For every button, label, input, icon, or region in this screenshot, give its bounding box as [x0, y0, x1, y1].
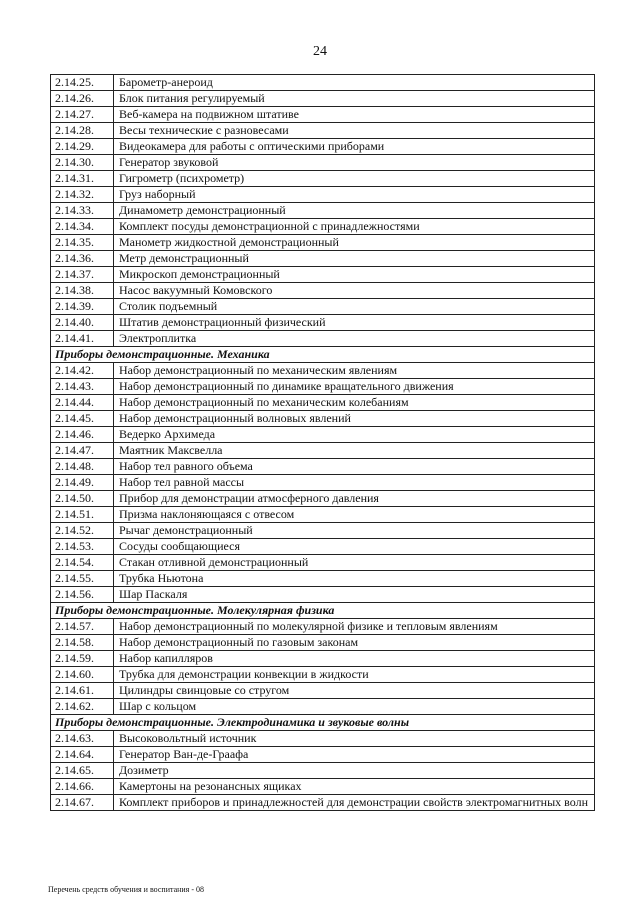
item-name: Комплект посуды демонстрационной с принадлежностями	[114, 219, 595, 235]
table-row	[51, 283, 595, 299]
item-number: 2.14.45.	[51, 411, 114, 427]
table-row	[51, 763, 595, 779]
item-name: Набор демонстрационный по динамике вращательного движения	[114, 379, 595, 395]
table-row	[51, 555, 595, 571]
item-number: 2.14.28.	[51, 123, 114, 139]
table-row	[51, 395, 595, 411]
table-row	[51, 779, 595, 795]
table-row	[51, 651, 595, 667]
table-row	[51, 379, 595, 395]
item-number: 2.14.55.	[51, 571, 114, 587]
item-name: Метр демонстрационный	[114, 251, 595, 267]
item-name: Набор капилляров	[114, 651, 595, 667]
item-number: 2.14.27.	[51, 107, 114, 123]
item-number: 2.14.35.	[51, 235, 114, 251]
item-name: Набор тел равной массы	[114, 475, 595, 491]
equipment-table-body	[51, 75, 595, 811]
table-row	[51, 699, 595, 715]
item-number: 2.14.26.	[51, 91, 114, 107]
table-row	[51, 203, 595, 219]
item-number: 2.14.60.	[51, 667, 114, 683]
page-number: 24	[313, 44, 327, 59]
table-row	[51, 267, 595, 283]
item-name: Набор демонстрационный по газовым законам	[114, 635, 595, 651]
item-number: 2.14.46.	[51, 427, 114, 443]
table-row	[51, 219, 595, 235]
table-row	[51, 491, 595, 507]
item-name: Микроскоп демонстрационный	[114, 267, 595, 283]
item-number: 2.14.30.	[51, 155, 114, 171]
table-row	[51, 747, 595, 763]
item-number: 2.14.67.	[51, 795, 114, 811]
item-number: 2.14.53.	[51, 539, 114, 555]
item-number: 2.14.42.	[51, 363, 114, 379]
section-heading: Приборы демонстрационные. Электродинамика и звуковые волны	[51, 715, 595, 731]
item-number: 2.14.56.	[51, 587, 114, 603]
item-name: Груз наборный	[114, 187, 595, 203]
item-number: 2.14.37.	[51, 267, 114, 283]
item-name: Шар Паскаля	[114, 587, 595, 603]
table-row	[51, 459, 595, 475]
table-row	[51, 91, 595, 107]
item-name: Динамометр демонстрационный	[114, 203, 595, 219]
item-number: 2.14.33.	[51, 203, 114, 219]
item-number: 2.14.40.	[51, 315, 114, 331]
table-row	[51, 507, 595, 523]
item-number: 2.14.63.	[51, 731, 114, 747]
item-name: Призма наклоняющаяся с отвесом	[114, 507, 595, 523]
item-number: 2.14.44.	[51, 395, 114, 411]
item-name: Цилиндры свинцовые со стругом	[114, 683, 595, 699]
table-row	[51, 155, 595, 171]
item-name: Высоковольтный источник	[114, 731, 595, 747]
item-number: 2.14.29.	[51, 139, 114, 155]
item-number: 2.14.57.	[51, 619, 114, 635]
item-name: Набор демонстрационный по механическим явлениям	[114, 363, 595, 379]
table-row	[51, 443, 595, 459]
table-row	[51, 683, 595, 699]
item-number: 2.14.34.	[51, 219, 114, 235]
item-name: Стакан отливной демонстрационный	[114, 555, 595, 571]
item-name: Столик подъемный	[114, 299, 595, 315]
table-row	[51, 331, 595, 347]
item-name: Трубка Ньютона	[114, 571, 595, 587]
table-row	[51, 427, 595, 443]
item-name: Весы технические с разновесами	[114, 123, 595, 139]
table-row	[51, 539, 595, 555]
item-number: 2.14.41.	[51, 331, 114, 347]
item-name: Штатив демонстрационный физический	[114, 315, 595, 331]
item-number: 2.14.49.	[51, 475, 114, 491]
item-name: Веб-камера на подвижном штативе	[114, 107, 595, 123]
item-number: 2.14.25.	[51, 75, 114, 91]
item-name: Генератор звуковой	[114, 155, 595, 171]
table-row	[51, 299, 595, 315]
table-row	[51, 251, 595, 267]
item-number: 2.14.43.	[51, 379, 114, 395]
item-name: Набор демонстрационный по молекулярной физике и тепловым явлениям	[114, 619, 595, 635]
item-name: Набор демонстрационный по механическим колебаниям	[114, 395, 595, 411]
table-row	[51, 363, 595, 379]
item-number: 2.14.62.	[51, 699, 114, 715]
item-name: Набор демонстрационный волновых явлений	[114, 411, 595, 427]
table-row	[51, 411, 595, 427]
item-number: 2.14.36.	[51, 251, 114, 267]
item-number: 2.14.32.	[51, 187, 114, 203]
item-number: 2.14.48.	[51, 459, 114, 475]
item-name: Электроплитка	[114, 331, 595, 347]
item-number: 2.14.64.	[51, 747, 114, 763]
table-row	[51, 139, 595, 155]
table-row	[51, 75, 595, 91]
item-number: 2.14.65.	[51, 763, 114, 779]
table-row	[51, 475, 595, 491]
item-number: 2.14.47.	[51, 443, 114, 459]
item-name: Сосуды сообщающиеся	[114, 539, 595, 555]
item-name: Шар с кольцом	[114, 699, 595, 715]
item-number: 2.14.51.	[51, 507, 114, 523]
table-row	[51, 587, 595, 603]
table-row	[51, 523, 595, 539]
item-name: Гигрометр (психрометр)	[114, 171, 595, 187]
item-number: 2.14.50.	[51, 491, 114, 507]
item-name: Набор тел равного объема	[114, 459, 595, 475]
section-heading: Приборы демонстрационные. Механика	[51, 347, 595, 363]
item-name: Ведерко Архимеда	[114, 427, 595, 443]
item-name: Трубка для демонстрации конвекции в жидкости	[114, 667, 595, 683]
item-name: Манометр жидкостной демонстрационный	[114, 235, 595, 251]
item-name: Барометр-анероид	[114, 75, 595, 91]
footer-text: Перечень средств обучения и воспитания - 08	[48, 885, 205, 894]
item-name: Рычаг демонстрационный	[114, 523, 595, 539]
section-heading: Приборы демонстрационные. Молекулярная физика	[51, 603, 595, 619]
table-row	[51, 107, 595, 123]
item-number: 2.14.58.	[51, 635, 114, 651]
item-number: 2.14.59.	[51, 651, 114, 667]
item-name: Дозиметр	[114, 763, 595, 779]
table-row	[51, 571, 595, 587]
table-row	[51, 667, 595, 683]
item-name: Маятник Максвелла	[114, 443, 595, 459]
table-row	[51, 187, 595, 203]
item-name: Видеокамера для работы с оптическими приборами	[114, 139, 595, 155]
item-number: 2.14.66.	[51, 779, 114, 795]
item-number: 2.14.54.	[51, 555, 114, 571]
section-row	[51, 603, 595, 619]
item-name: Блок питания регулируемый	[114, 91, 595, 107]
item-number: 2.14.39.	[51, 299, 114, 315]
item-number: 2.14.38.	[51, 283, 114, 299]
table-row	[51, 795, 595, 811]
table-row	[51, 235, 595, 251]
item-name: Прибор для демонстрации атмосферного давления	[114, 491, 595, 507]
section-row	[51, 715, 595, 731]
item-name: Генератор Ван-де-Граафа	[114, 747, 595, 763]
item-number: 2.14.31.	[51, 171, 114, 187]
section-row	[51, 347, 595, 363]
table-row	[51, 171, 595, 187]
item-name: Камертоны на резонансных ящиках	[114, 779, 595, 795]
table-row	[51, 619, 595, 635]
table-row	[51, 731, 595, 747]
item-number: 2.14.61.	[51, 683, 114, 699]
item-number: 2.14.52.	[51, 523, 114, 539]
table-row	[51, 635, 595, 651]
equipment-table	[50, 74, 595, 811]
item-name: Насос вакуумный Комовского	[114, 283, 595, 299]
table-row	[51, 123, 595, 139]
table-row	[51, 315, 595, 331]
item-name: Комплект приборов и принадлежностей для демонстрации свойств электромагнитных волн	[114, 795, 595, 811]
